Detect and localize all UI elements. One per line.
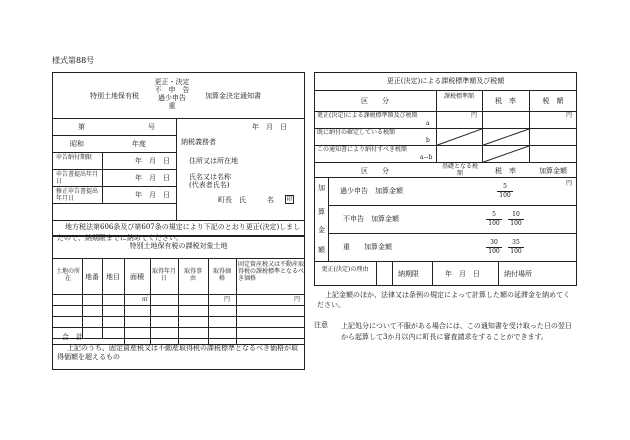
side-char: 金 <box>318 226 325 234</box>
title-option: 不 申 告 <box>154 86 190 94</box>
side-char: 額 <box>318 246 325 254</box>
unit-yen: 円 <box>224 296 231 303</box>
col-lot-number: 地番 <box>85 273 99 281</box>
add-col-category: 区 分 <box>361 167 389 175</box>
filing-deadline-label: 申告納付期限 <box>56 154 93 161</box>
taxpayer-label: 納税義務者 <box>181 138 216 146</box>
name-label: 氏名又は名称 <box>189 173 231 181</box>
surcharge-text: 上記金額のほか、法律又は条例の規定によって計算した額の延滞金を納めてください。 <box>317 291 570 309</box>
return-date-label: 申告書提出年月日 <box>56 171 99 185</box>
row-mark: a−b <box>420 154 433 161</box>
rate-fraction: 5 100 <box>497 183 513 200</box>
representative-label: (代表者氏名) <box>189 181 230 189</box>
fiscal-year-label: 年度 <box>132 140 146 148</box>
add-col-amount: 加算金額 <box>539 167 567 175</box>
col-tax-base: 課税標準額 <box>443 93 474 100</box>
col-acquisition-date: 取得年月日 <box>152 268 177 282</box>
title-option: 過少申告 <box>158 94 186 102</box>
issue-date: 年 月 日 <box>252 123 287 131</box>
col-tax-amount: 税 額 <box>542 97 564 105</box>
title-option: 更正・決定 <box>154 78 190 86</box>
col-category: 区 分 <box>361 97 389 105</box>
col-location: 土地の所在 <box>56 268 81 282</box>
row-label: 既に納付の確定している税額 <box>317 129 396 136</box>
add-row-label: 重 加算金額 <box>343 243 392 251</box>
unit-yen: 円 <box>566 180 573 187</box>
title-option: 重 <box>168 102 176 110</box>
deadline-label: 納期限 <box>398 270 419 278</box>
note-text: 上記処分について不服がある場合には、この通知書を受け取った日の翌日から起算して3か月以内に町長に審査請求をすることができます。 <box>341 322 572 341</box>
title-suffix: 加算金決定通知書 <box>205 92 261 100</box>
amended-date-label: 修正申告書提出年月日 <box>56 188 99 202</box>
total-label: 合 計 <box>62 333 83 341</box>
deadline-date: 年 月 日 <box>445 270 480 278</box>
unit-area: ㎡ <box>142 296 149 303</box>
unit-yen: 円 <box>471 112 478 119</box>
col-tax-rate: 税 率 <box>495 97 516 105</box>
rate-fraction: 35 100 <box>508 239 524 256</box>
footnote-text: 上記のうち、固定資産税又は不動産取得税の課税標準となるべき価格が取得価額を超えるもの <box>57 344 298 361</box>
tax-calc-title: 更正(決定)による課税標準額及び税額 <box>386 77 505 85</box>
target-land-title: 特別土地保有税の課税対象土地 <box>129 242 228 250</box>
add-row-label: 不申告 加算金額 <box>343 215 399 223</box>
form-number: 様式第88号 <box>52 56 95 65</box>
row-label: この通知書により納付すべき税額 <box>317 146 407 153</box>
address-label: 住所又は所在地 <box>189 157 238 165</box>
unit-yen: 円 <box>566 112 573 119</box>
number-suffix: 号 <box>148 123 155 131</box>
note-label: 注意 <box>314 321 328 329</box>
payment-place-label: 納付場所 <box>504 270 532 278</box>
reason-label: 更正(決定)の理由 <box>321 266 369 273</box>
number-label: 第 <box>78 123 85 131</box>
rate-fraction: 30 100 <box>486 239 502 256</box>
mayor-label: 町長 氏 名 <box>218 196 274 204</box>
row-mark: b <box>426 137 430 144</box>
row-label: 更正(決定)による課税標準額及び税額 <box>317 112 418 119</box>
add-col-rate: 税 率 <box>495 167 516 175</box>
rate-fraction: 10 100 <box>508 211 524 228</box>
seal-mark: 印 <box>286 196 293 203</box>
side-char: 算 <box>318 208 325 216</box>
col-acquisition-price: 取得価格 <box>212 268 231 282</box>
col-area: 面積 <box>130 273 144 281</box>
rate-fraction: 5 100 <box>486 211 502 228</box>
row-mark: a <box>426 120 430 127</box>
return-date: 年 月 日 <box>135 174 170 182</box>
notice-text: 地方税法第606条及び第607条の規定により下記のとおり更正(決定)しましたので、納期限までに納めてください。 <box>57 223 301 242</box>
add-col-base-tax: 基礎となる税額 <box>441 163 478 177</box>
era-label: 昭和 <box>70 140 84 148</box>
side-char: 加 <box>318 184 325 192</box>
col-acquisition-reason: 取得事由 <box>183 268 202 282</box>
unit-yen: 円 <box>294 296 301 303</box>
col-assessed-value: 固定資産税又は不動産取得税の課税標準となるべき価格 <box>238 261 305 282</box>
col-land-category: 地目 <box>106 273 120 281</box>
add-row-label: 過少申告 加算金額 <box>340 187 403 195</box>
amended-date: 年 月 日 <box>135 191 170 199</box>
filing-deadline-date: 年 月 日 <box>135 157 170 165</box>
title-prefix: 特別土地保有税 <box>90 92 139 100</box>
